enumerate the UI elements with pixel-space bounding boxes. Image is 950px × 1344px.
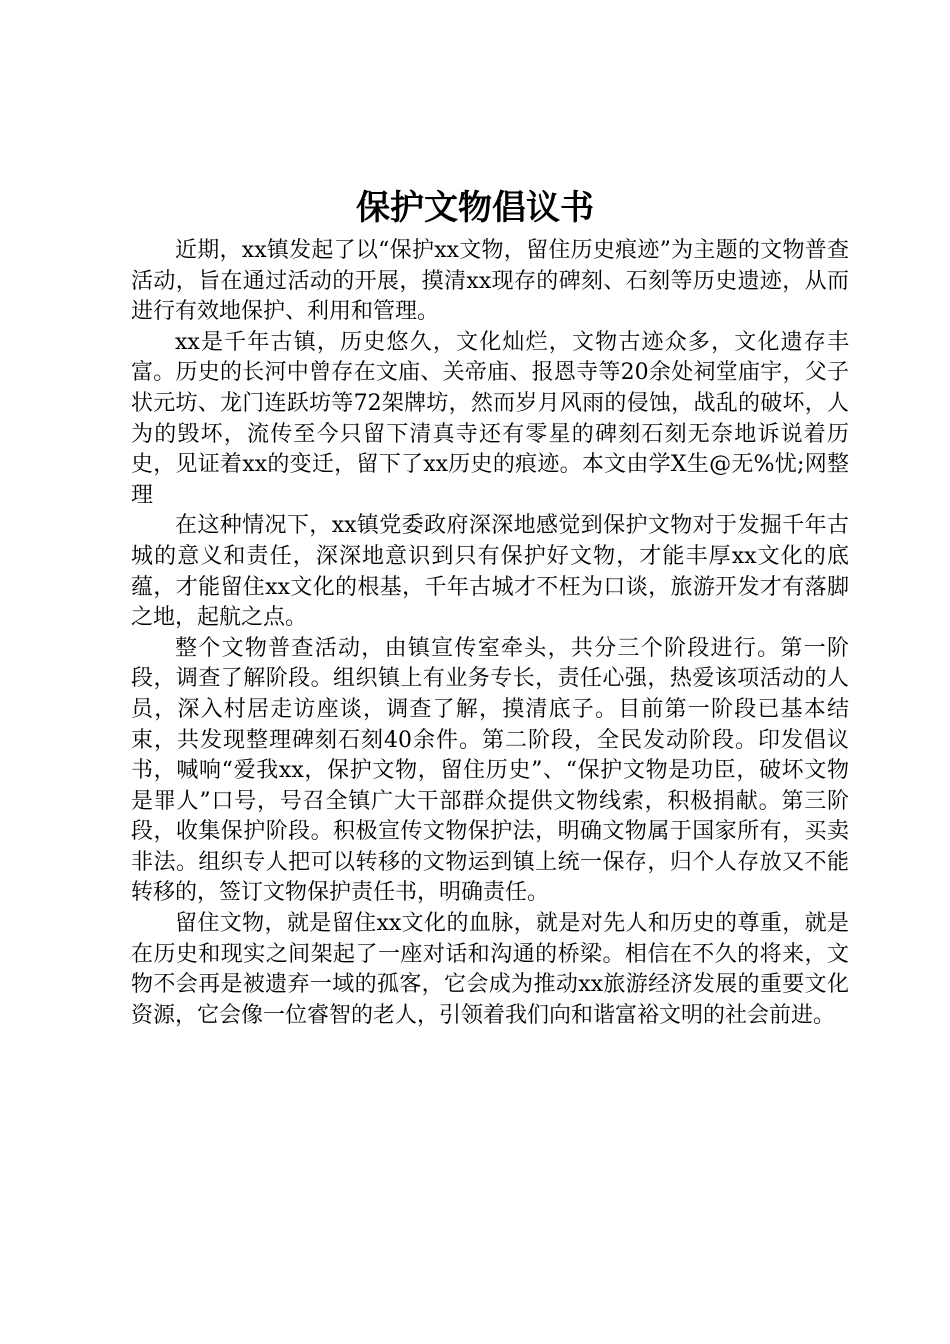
document-body xyxy=(131,236,849,1031)
paragraph-4: 整个文物普查活动，由镇宣传室牵头，共分三个阶段进行。第一阶段，调查了解阶段。组织镇上有业务专长，责任心强，热爱该项活动的人员，深入村居走访座谈，调查了解，摸清底子。目前第一阶段已基本结束，共发现整理碑刻石刻40余件。第二阶段，全民发动阶段。印发倡议书，喊响“爱我xx，保护文物，留住历史”、“保护文物是功臣，破坏文物是罪人”口号，号召全镇广大干部群众提供文物线索，积极捐献。第三阶段，收集保护阶段。积极宣传文物保护法，明确文物属于国家所有，买卖非法。组织专人把可以转移的文物运到镇上统一保存，归个人存放又不能转移的，签订文物保护责任书，明确责任。 xyxy=(131,635,849,906)
paragraph-2: xx是千年古镇，历史悠久，文化灿烂，文物古迹众多，文化遗存丰富。历史的长河中曾存在文庙、关帝庙、报恩寺等20余处祠堂庙宇，父子状元坊、龙门连跃坊等72架牌坊，然而岁月风雨的侵蚀，战乱的破坏，人为的毁坏，流传至今只留下清真寺还有零星的碑刻石刻无奈地诉说着历史，见证着xx的变迁，留下了xx历史的痕迹。本文由学X生@无%忧;网整理 xyxy=(131,329,849,508)
paragraph-5: 留住文物，就是留住xx文化的血脉，就是对先人和历史的尊重，就是在历史和现实之间架起了一座对话和沟通的桥梁。相信在不久的将来，文物不会再是被遗弃一域的孤客，它会成为推动xx旅游经济发展的重要文化资源，它会像一位睿智的老人，引领着我们向和谐富裕文明的社会前进。 xyxy=(131,911,849,1028)
paragraph-1: 近期，xx镇发起了以“保护xx文物，留住历史痕迹”为主题的文物普查活动，旨在通过活动的开展，摸清xx现存的碑刻、石刻等历史遗迹，从而进行有效地保护、利用和管理。 xyxy=(131,238,849,325)
paragraph-3: 在这种情况下，xx镇党委政府深深地感觉到保护文物对于发掘千年古城的意义和责任，深深地意识到只有保护好文物，才能丰厚xx文化的底蕴，才能留住xx文化的根基，千年古城才不枉为口谈，旅游开发才有落脚之地，起航之点。 xyxy=(131,513,849,631)
document-title: 保护文物倡议书 xyxy=(356,188,594,228)
